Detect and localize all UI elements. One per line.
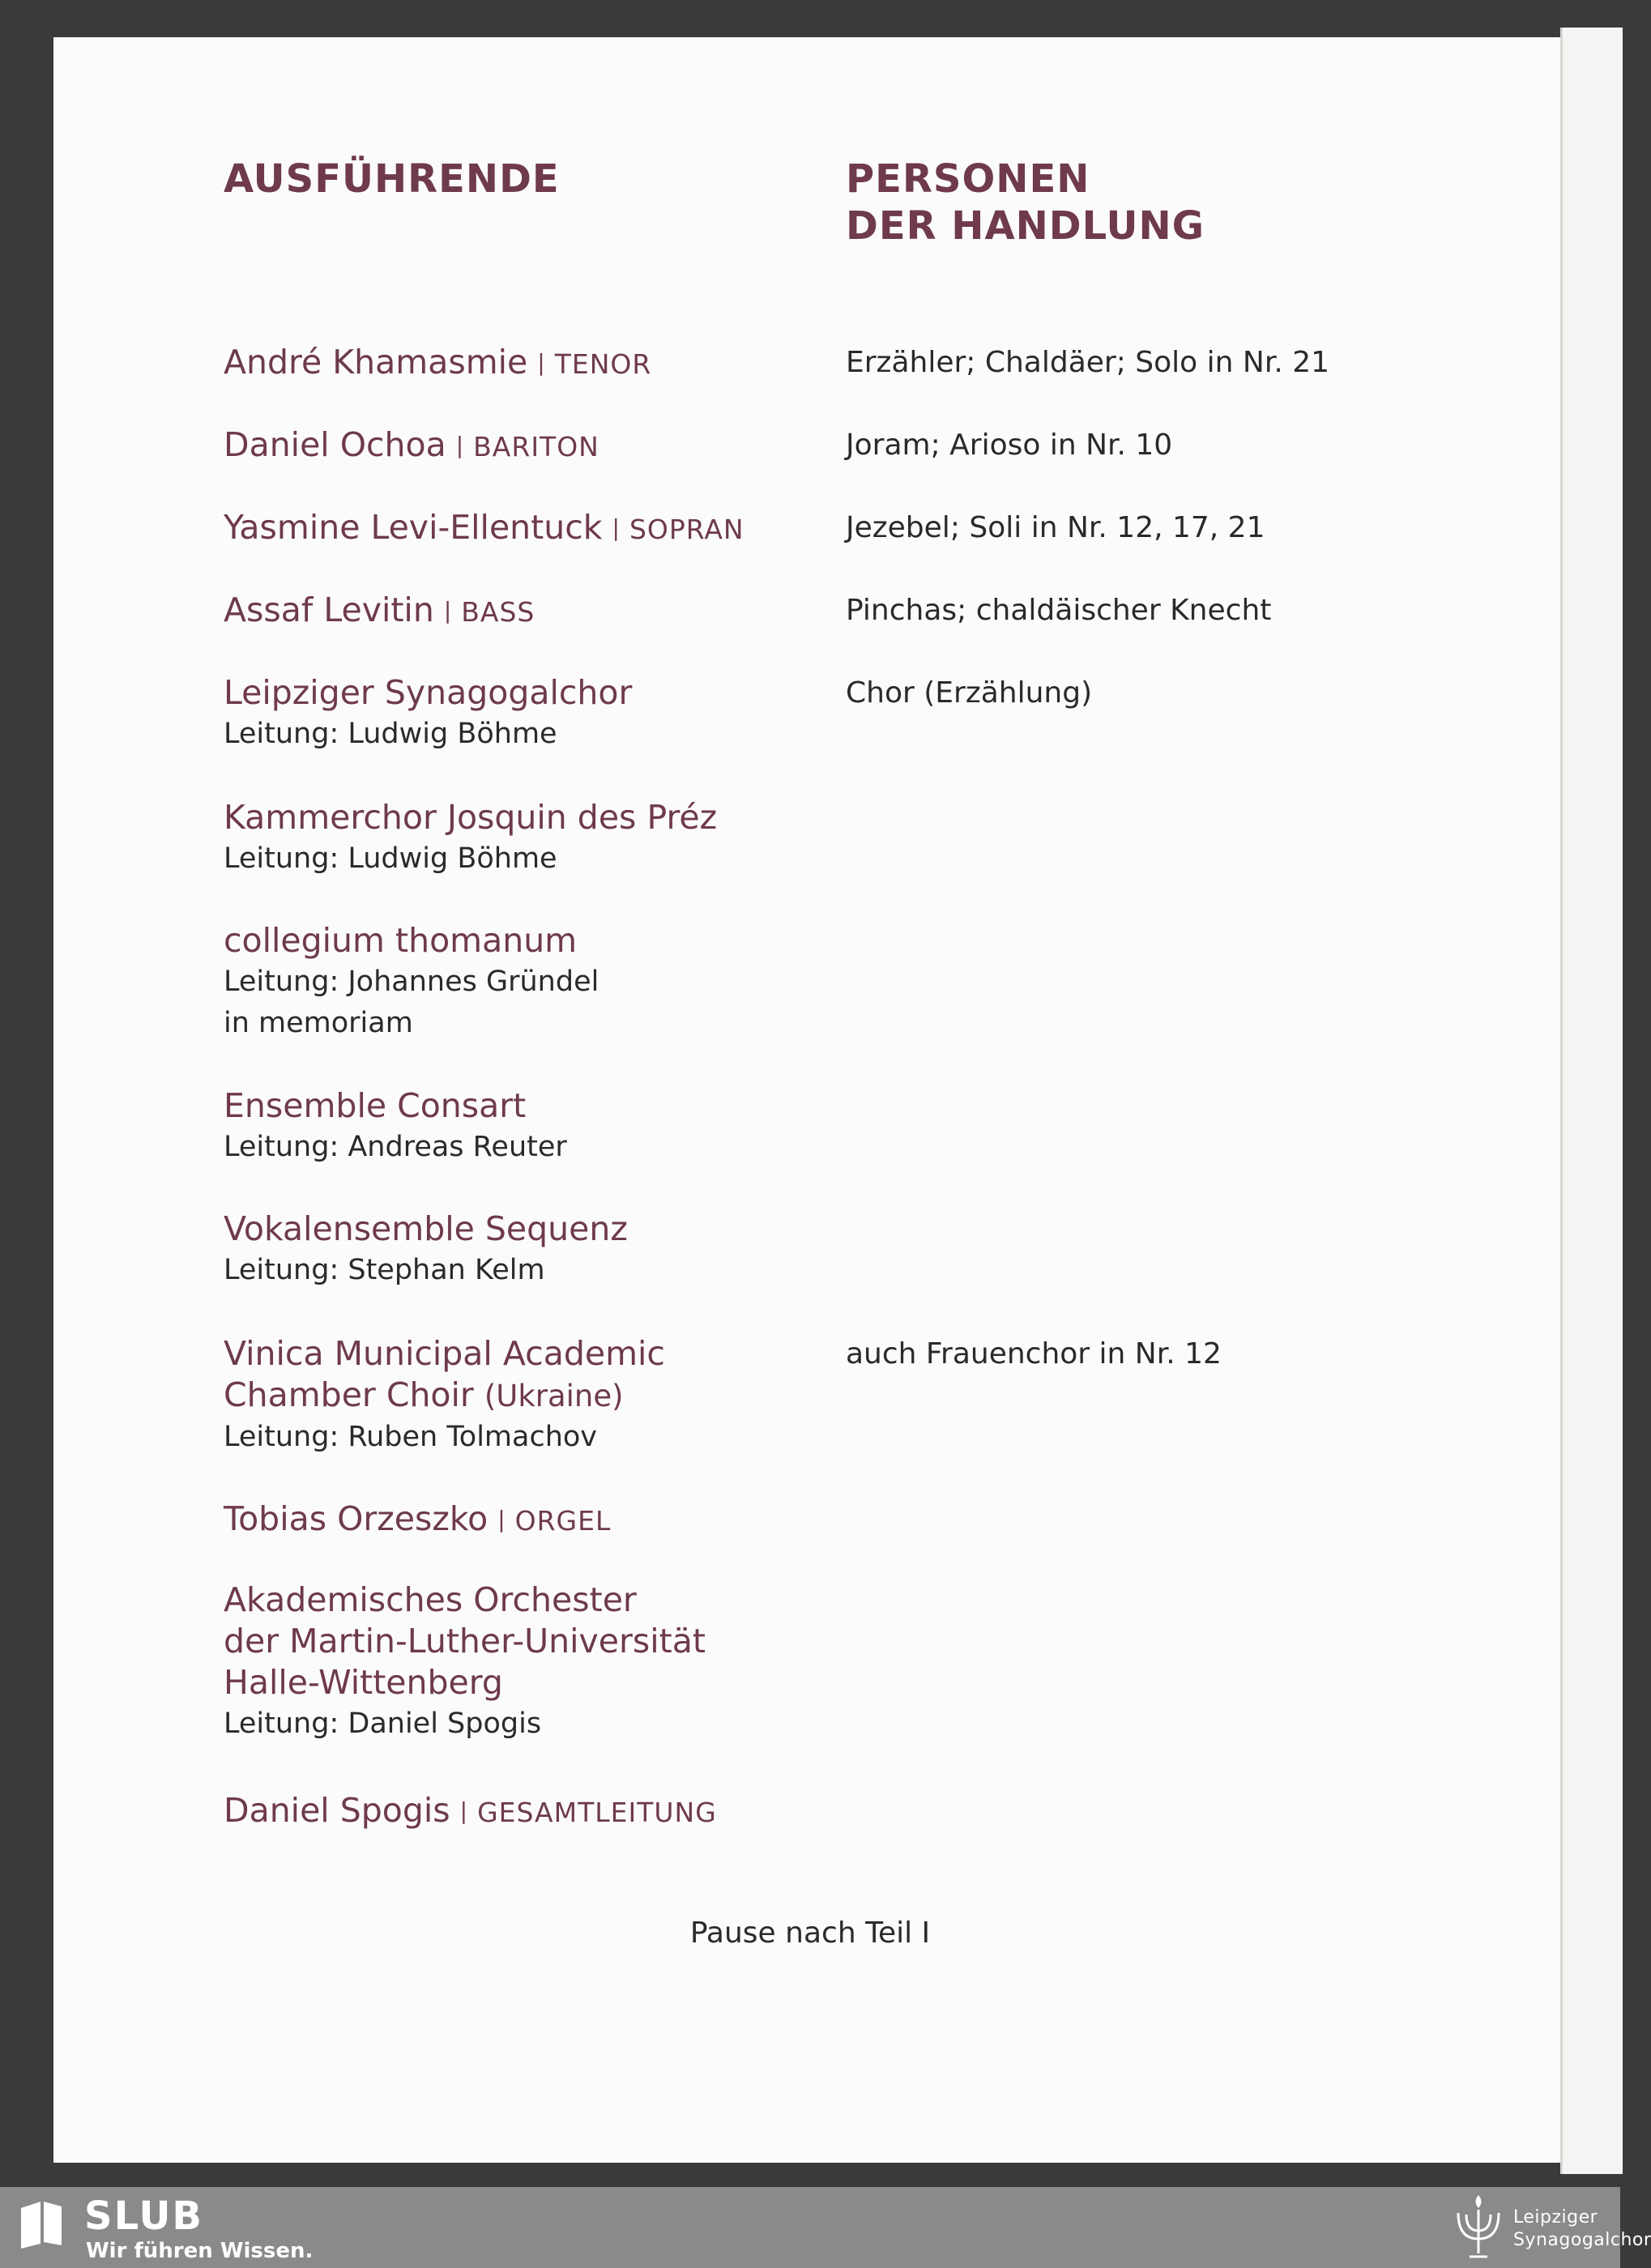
performer-name: collegium thomanum bbox=[224, 921, 578, 960]
performer-name-line3: Halle-Wittenberg bbox=[224, 1663, 503, 1702]
voice-type: BARITON bbox=[473, 431, 599, 463]
memoriam-note: in memoriam bbox=[224, 1007, 413, 1039]
performer-name: Daniel Ochoa bbox=[224, 425, 446, 464]
slub-claim: Wir führen Wissen. bbox=[86, 2239, 314, 2263]
voice-type: TENOR bbox=[554, 348, 652, 380]
performer-name: Daniel Spogis bbox=[224, 1791, 450, 1830]
conductor-line: Leitung: Ruben Tolmachov bbox=[224, 1421, 598, 1453]
intermission-note: Pause nach Teil I bbox=[689, 1916, 931, 1950]
voice-type: GESAMTLEITUNG bbox=[477, 1797, 717, 1828]
performer-entry bbox=[224, 672, 632, 755]
performer-entry bbox=[224, 424, 599, 469]
performer-entry bbox=[224, 590, 535, 634]
performer-name: Leipziger Synagogalchor bbox=[224, 673, 633, 712]
book-icon bbox=[16, 2198, 65, 2249]
performer-name-line2: Chamber Choir bbox=[224, 1375, 474, 1414]
performer-entry bbox=[224, 342, 651, 386]
role-description: Jezebel; Soli in Nr. 12, 17, 21 bbox=[846, 511, 1265, 544]
country-suffix: (Ukraine) bbox=[484, 1379, 624, 1413]
voice-type: ORGEL bbox=[514, 1505, 612, 1537]
performer-entry bbox=[224, 1209, 628, 1291]
heading-roles-line1: PERSONEN bbox=[846, 156, 1090, 202]
role-description: Joram; Arioso in Nr. 10 bbox=[846, 428, 1173, 462]
performer-name: Vokalensemble Sequenz bbox=[224, 1209, 628, 1248]
separator: | bbox=[537, 349, 545, 376]
performer-name: Tobias Orzeszko bbox=[224, 1499, 488, 1538]
partner-name-line2: Synagogalchor bbox=[1513, 2230, 1651, 2250]
conductor-line: Leitung: Stephan Kelm bbox=[224, 1254, 545, 1286]
separator: | bbox=[459, 1797, 468, 1824]
performer-entry bbox=[224, 797, 717, 880]
next-page-edge bbox=[1560, 28, 1623, 2174]
conductor-line: Leitung: Ludwig Böhme bbox=[224, 842, 557, 875]
footer-bar bbox=[0, 2187, 1651, 2268]
separator: | bbox=[612, 514, 620, 541]
heading-roles-line2: DER HANDLUNG bbox=[846, 203, 1205, 249]
performer-name: Kammerchor Josquin des Préz bbox=[224, 798, 718, 837]
menorah-icon bbox=[1452, 2193, 1505, 2263]
role-description: auch Frauenchor in Nr. 12 bbox=[846, 1337, 1222, 1371]
performer-name: Assaf Levitin bbox=[224, 590, 434, 629]
role-description: Pinchas; chaldäischer Knecht bbox=[846, 594, 1272, 627]
performer-name: André Khamasmie bbox=[224, 343, 528, 382]
slub-logo-text: SLUB bbox=[84, 2193, 204, 2239]
role-description: Chor (Erzählung) bbox=[846, 676, 1093, 710]
voice-type: SOPRAN bbox=[629, 514, 744, 545]
performer-entry bbox=[224, 920, 599, 1044]
heading-performers: AUSFÜHRENDE bbox=[224, 156, 560, 202]
performer-entry bbox=[224, 1580, 706, 1745]
conductor-line: Leitung: Daniel Spogis bbox=[224, 1707, 542, 1740]
separator: | bbox=[497, 1506, 506, 1533]
performer-name: Akademisches Orchester bbox=[224, 1580, 637, 1619]
performer-entry bbox=[224, 1333, 665, 1458]
voice-type: BASS bbox=[461, 596, 535, 628]
conductor-line: Leitung: Ludwig Böhme bbox=[224, 718, 557, 750]
role-description: Erzähler; Chaldäer; Solo in Nr. 21 bbox=[846, 346, 1330, 379]
performer-name: Yasmine Levi-Ellentuck bbox=[224, 508, 603, 547]
performer-name-line2: der Martin-Luther-Universität bbox=[224, 1622, 706, 1660]
performer-entry bbox=[224, 1790, 717, 1835]
performer-name: Ensemble Consart bbox=[224, 1086, 527, 1125]
separator: | bbox=[443, 597, 452, 624]
performer-entry bbox=[224, 1498, 611, 1543]
conductor-line: Leitung: Andreas Reuter bbox=[224, 1131, 567, 1163]
performer-name: Vinica Municipal Academic bbox=[224, 1334, 665, 1373]
performer-entry bbox=[224, 1085, 567, 1168]
performer-entry bbox=[224, 507, 744, 552]
conductor-line: Leitung: Johannes Gründel bbox=[224, 966, 599, 998]
partner-name-line1: Leipziger bbox=[1513, 2207, 1598, 2228]
separator: | bbox=[455, 432, 464, 458]
